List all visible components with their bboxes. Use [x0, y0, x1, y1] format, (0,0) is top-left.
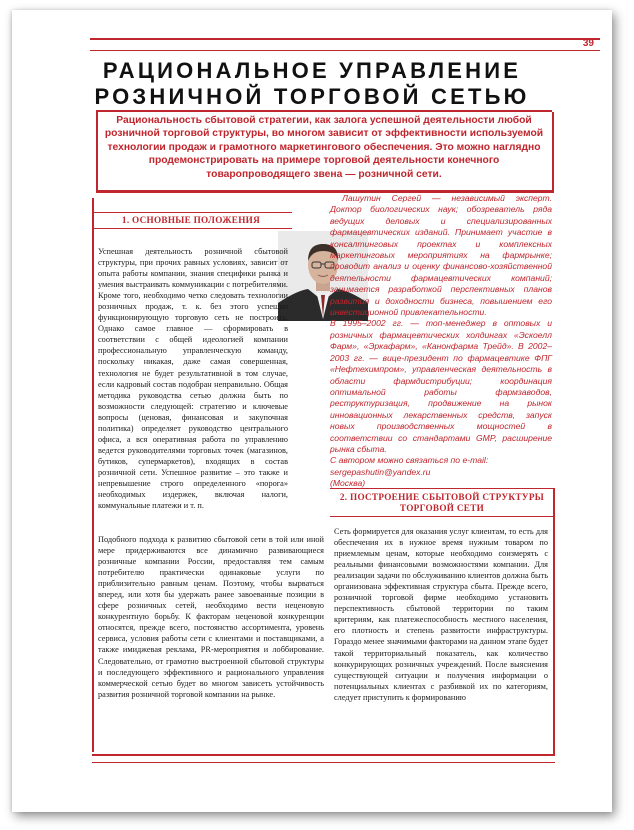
page-title-line1: РАЦИОНАЛЬНОЕ УПРАВЛЕНИЕ	[102, 58, 522, 83]
author-bio-contact: С автором можно связаться по e-mail:	[330, 455, 489, 466]
section1-paragraph1: Успешная деятельность розничной сбытовой структуры, при прочих равных условиях, зависит от опыта работы компании, знания специфики рынка и умения выстраивать коммуникации с потребителями. Кроме того, необходимо четко следовать технологии розничных продаж, т. к. без этого успешно функционирующую торговую сеть не построить. Однако самое главное — сформировать в соответствии с общей идеологией компании профессиональную управленческую команду, поскольку никакая, даже самая совершенная, технология не будет результативной в том случае, если кадровый состав подобран неправильно. Общая методика руководства сетью должна быть по возможности следующей: стратегию и ключевые вопросы (ценовая, финансовая и закупочная политика) определяет руководство центрального офиса, а вся оперативная работа по управлению ведется руководителями торговых точек (магазинов, бутиков, супермаркетов), входящих в состав розничной сети. Успешное развитие – это также и непревышение строго определенного «порога» необходимых издержек, включая налоги, коммунальные платежи и т. п.	[98, 247, 288, 511]
section1-paragraph2: Подобного подхода к развитию сбытовой сети в той или иной мере придерживаются все динамично развивающиеся розничные компании России, предоставляя тем самым потребителю практически одинаковые услуги по приблизительно равным ценам. Поэтому, чтобы вырваться вперед, или хотя бы удержать ранее завоеванные позиции в сфере розничных сетей, необходимо вести неценовую конкурентную борьбу. К факторам неценовой конкуренции относятся, прежде всего, постоянство ассортимента, уровень сервиса, условия работы сети с клиентами и поставщиками, а также имиджевая реклама, PR-мероприятия и лоббирование. Следовательно, от грамотно выстроенной сбытовой структуры и последующего эффективного и рационального управления коммерческой сетью будет во многом зависеть устойчивость развития розничной торговой компании на рынке.	[98, 535, 324, 699]
magazine-page	[12, 10, 612, 812]
top-rule	[90, 38, 600, 40]
left-column-rule	[92, 198, 94, 752]
right-column-rule	[553, 488, 555, 754]
author-email[interactable]: sergepashutin@yandex.ru	[330, 466, 431, 477]
lead-paragraph: Рациональность сбытовой стратегии, как залога успешной деятельности любой розничной торговой структуры, во многом зависит от эффективности используемой технологии продаж и грамотного маркетингового обеспечения. Это можно наглядно продемонстрировать на примере торговой деятельности конечного товаропроводящего звена — розничной сети.	[104, 115, 544, 180]
section2-paragraph: Сеть формируется для оказания услуг клиентам, то есть для обеспечения их в нужное время нужным товаром по приемлемым ценам, которые необходимо соизмерять с реальными финансовыми возможностями компании. Для реализации задачи по обслуживанию клиентов должна быть организована эффективная структура сбыта. Прежде всего, розничной торговой фирме необходимо установить перспективность сбытовой территории по таким критериям, как платежеспособность местного населения, его плотность и степень развитости инфраструктуры. Гораздо менее значимыми факторами на данном этапе будет такой территориальный показатель, как количество конкурирующих розничных учреждений. После выяснения существующей ситуации и получения информации о потенциальных клиентах с разбивкой их по категориям, следует приступить к формированию	[334, 527, 548, 702]
section2-heading: 2. ПОСТРОЕНИЕ СБЫТОВОЙ СТРУКТУРЫ ТОРГОВОЙ СЕТИ	[339, 492, 545, 513]
bottom-rule-thin	[92, 762, 555, 763]
top-rule-thin	[90, 50, 600, 51]
bottom-rule	[92, 754, 555, 756]
author-bio-p2: В 1995–2002 гг. — топ-менеджер в оптовых и розничных фармацевтических холдингах «Эскоелл Фарм», «Эркафарм», «Канонфарма Трейд». В 2002–2003 гг. — вице-президент по фармацевтике ФПГ «Нефтехимпром», управленческая деятельность в области фармдистрибуции; координация оптимальной работы фармзаводов, реструктуризация, продвижение на рынок инновационных лекарственных средств, запуск новых производственных мощностей в соответствии со стандартами GMP, расширение рынка сбыта.	[330, 318, 552, 454]
section2-heading-rule-top	[330, 488, 554, 489]
section1-heading-rule-top	[92, 212, 292, 213]
section1-text-bottom	[98, 534, 324, 752]
page-title-line2: РОЗНИЧНОЙ ТОРГОВОЙ СЕТЬЮ	[94, 84, 530, 109]
section1-heading-rule-bottom	[92, 228, 292, 229]
page-number: 39	[582, 38, 594, 49]
section2-text	[334, 526, 548, 754]
section1-heading: 1. ОСНОВНЫЕ ПОЛОЖЕНИЯ	[121, 215, 261, 225]
author-bio	[330, 193, 552, 490]
author-city: (Москва)	[330, 478, 366, 489]
section2-heading-rule-bottom	[330, 516, 554, 517]
author-bio-p1: Лашутин Сергей — независимый эксперт. Доктор биологических наук; обозреватель ряда ведущих деловых и специализированных фармацевтических изданий. Принимает участие в консалтинговых проектах и комплексных маркетинговых мероприятиях на фармрынке; проводит анализ и оценку финансово-хозяйственной деятельности фармацевтических компаний; занимается разработкой перспективных планов развития и доходности бизнеса, повышением его инвестиционной привлекательности.	[330, 193, 552, 318]
section1-text-top	[98, 246, 288, 511]
